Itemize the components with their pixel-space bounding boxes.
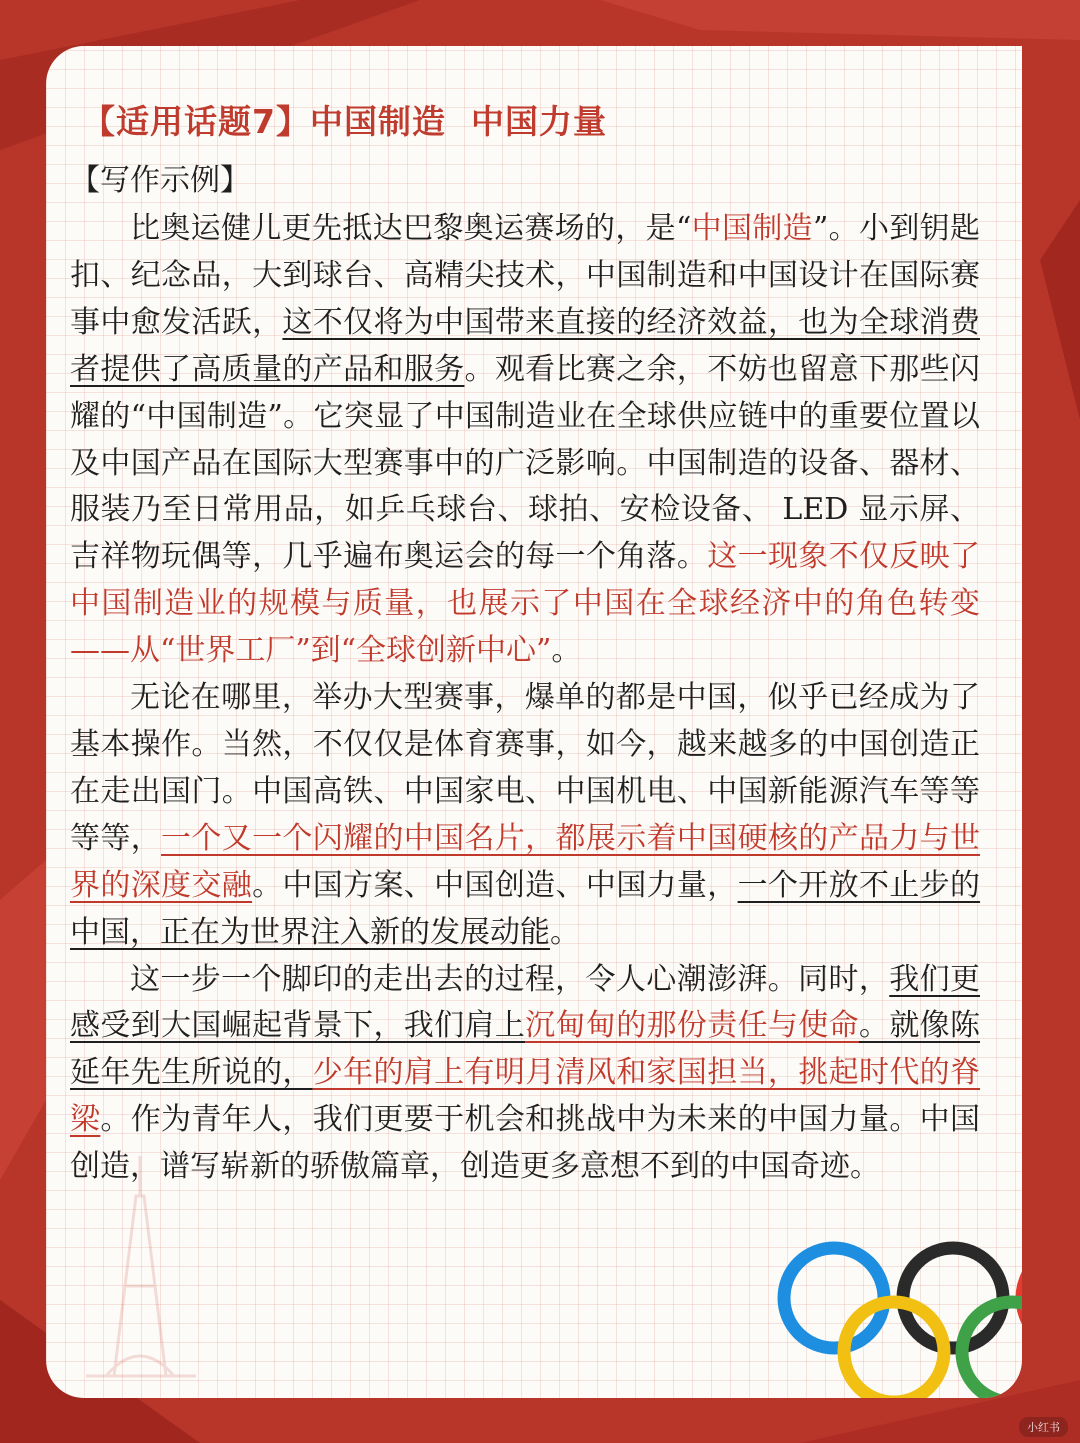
essay-body bbox=[70, 206, 980, 1191]
highlight-underlined-sentence: 一个又一个闪耀的中国名片，都展示着中国硬核的产品力与世界的深度交融 bbox=[70, 820, 981, 903]
underlined-sentence: 。就像陈延年先生所说的， bbox=[70, 1008, 981, 1091]
paragraph-2 bbox=[70, 675, 980, 956]
text-run: ”。小到钥匙扣、纪念品，大到球台、高精尖技术，中国制造和中国设计在国际赛事中愈发活跃， bbox=[70, 211, 980, 340]
olympic-rings-icon bbox=[784, 1248, 1022, 1398]
underlined-sentence: 这不仅将为中国带来直接的经济效益，也为全球消费者提供了高质量的产品和服务 bbox=[70, 304, 981, 387]
highlight-underlined-sentence: 少年的肩上有明月清风和家国担当，挑起时代的脊梁 bbox=[70, 1055, 981, 1138]
text-run: 这一步一个脚印的走出去的过程，令人心潮澎湃。同时， bbox=[130, 961, 890, 997]
content-card bbox=[46, 46, 1022, 1398]
underlined-sentence: 我们更感受到大国崛起背景下，我们肩上 bbox=[70, 961, 981, 1044]
text-run: 。 bbox=[551, 633, 582, 669]
text-run: 。 bbox=[550, 914, 580, 950]
text-run: 比奥运健儿更先抵达巴黎奥运赛场的，是“ bbox=[130, 211, 692, 246]
section-label: 【写作示例】 bbox=[70, 163, 250, 198]
paragraph-1 bbox=[70, 206, 980, 675]
text-run: 无论在哪里，举办大型赛事，爆单的都是中国，似乎已经成为了基本操作。当然，不仅仅是体育赛事，如今，越来越多的中国创造正在走出国门。中国高铁、中国家电、中国机电、中国新能源汽车等等等等， bbox=[70, 680, 980, 856]
watermark: 小红书 bbox=[1019, 1417, 1068, 1437]
text-run: 。观看比赛之余，不妨也留意下那些闪耀的“中国制造”。它突显了中国制造业在全球供应链中的重要位置以及中国产品在国际大型赛事中的广泛影响。中国制造的设备、器材、服装乃至日常用品，如乒乓球台、球拍、安检设备、 LED 显示屏、吉祥物玩偶等，几乎遍布奥运会的每一个角落。 bbox=[70, 351, 981, 575]
highlight-underlined-phrase: 沉甸甸的那份责任与使命 bbox=[525, 1008, 859, 1044]
text-run: 。作为青年人，我们更要于机会和挑战中为未来的中国力量。中国创造，谱写崭新的骄傲篇章，创造更多意想不到的中国奇迹。 bbox=[70, 1102, 981, 1185]
highlight-sentence: 这一现象不仅反映了中国制造业的规模与质量，也展示了中国在全球经济中的角色转变——从“世界工厂”到“全球创新中心” bbox=[70, 539, 981, 669]
text-run: 。中国方案、中国创造、中国力量， bbox=[252, 867, 738, 903]
paragraph-3 bbox=[70, 957, 980, 1192]
page-title: 【适用话题7】中国制造 中国力量 bbox=[82, 102, 607, 141]
underlined-sentence: 一个开放不止步的中国，正在为世界注入新的发展动能 bbox=[70, 867, 981, 950]
highlight-run: 中国制造 bbox=[691, 211, 813, 246]
